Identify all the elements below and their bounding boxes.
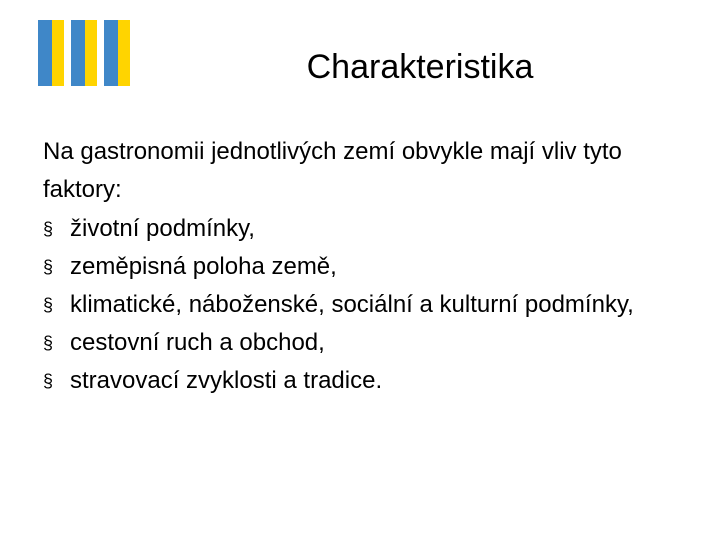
list-item xyxy=(43,248,693,286)
section-sign-bullet-icon: § xyxy=(43,333,54,353)
list-item-text: cestovní ruch a obchod, xyxy=(70,329,325,356)
list-item-text: zeměpisná poloha země, xyxy=(70,253,337,280)
list-item-text: stravovací zvyklosti a tradice. xyxy=(70,367,383,394)
logo-bar-yellow-right xyxy=(118,20,130,86)
logo-bar-blue-right xyxy=(104,20,118,86)
logo-bar-blue-center xyxy=(71,20,85,86)
factor-list xyxy=(43,210,693,400)
slide-body xyxy=(43,133,693,400)
slide-title: Charakteristika xyxy=(306,48,534,86)
yellow-blue-bars-logo-icon xyxy=(38,20,130,86)
list-item-text: životní podmínky, xyxy=(70,215,255,242)
logo-bar-yellow-left xyxy=(52,20,64,86)
intro-text: Na gastronomii jednotlivých zemí obvykle mají vliv tyto faktory: xyxy=(43,138,622,203)
logo-bar-yellow-center xyxy=(85,20,97,86)
section-sign-bullet-icon: § xyxy=(43,257,54,277)
list-item xyxy=(43,324,693,362)
list-item xyxy=(43,286,693,324)
list-item-text: klimatické, náboženské, sociální a kulturní podmínky, xyxy=(70,291,634,318)
section-sign-bullet-icon: § xyxy=(43,219,54,239)
list-item xyxy=(43,210,693,248)
section-sign-bullet-icon: § xyxy=(43,371,54,391)
logo-bar-blue-left xyxy=(38,20,52,86)
list-item xyxy=(43,362,693,400)
section-sign-bullet-icon: § xyxy=(43,295,54,315)
